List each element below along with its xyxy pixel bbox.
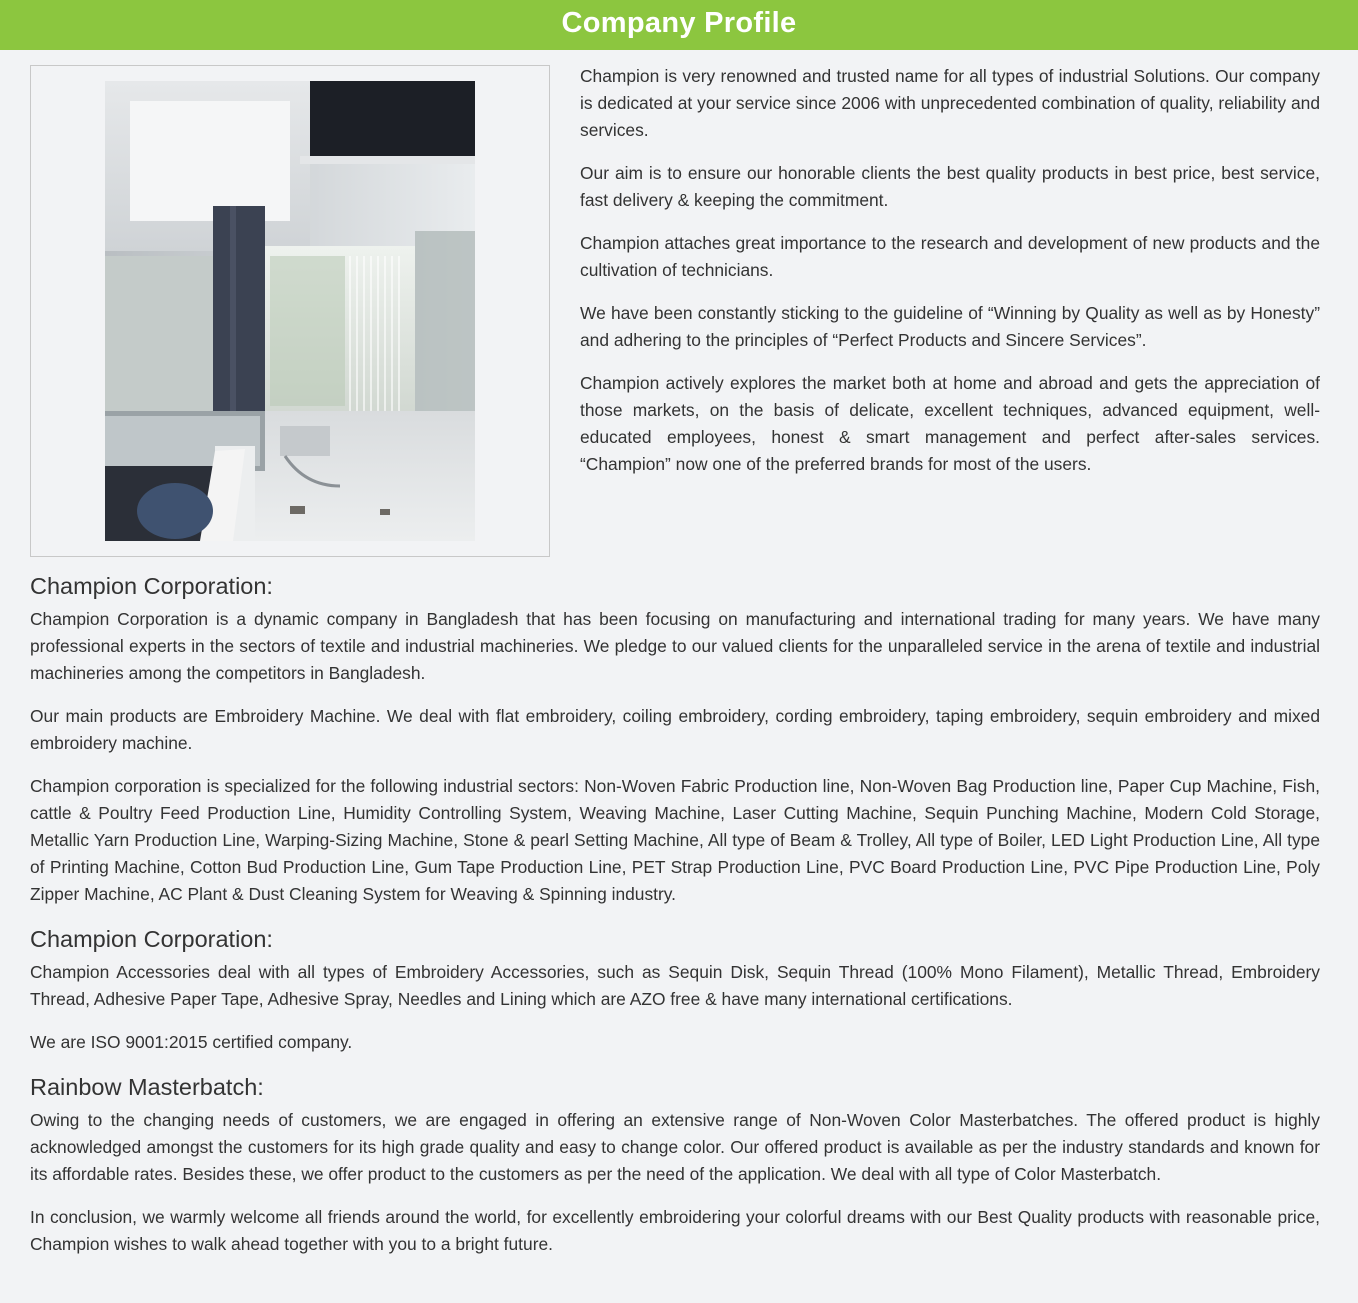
section-paragraph: Owing to the changing needs of customers, we are engaged in offering an extensive range of Non-Woven Color Masterbatches. The offered product is highly acknowledged amongst the customers for its high grade quality and easy to change color. Our offered product is available as per the industry standards and known for its affordable rates. Besides these, we offer product to the customers as per the need of the application. We deal with all type of Color Masterbatch.: [30, 1110, 1320, 1184]
office-photo-frame: [30, 65, 550, 557]
section-champion-corporation: [30, 571, 1320, 908]
section-heading: Champion Corporation:: [30, 573, 273, 599]
intro-paragraph: We have been constantly sticking to the guideline of “Winning by Quality as well as by Honesty” and adhering to the principles of “Perfect Products and Sincere Services”.: [580, 303, 1320, 350]
section-rainbow-masterbatch: [30, 1072, 1320, 1258]
section-paragraph: Champion Accessories deal with all types of Embroidery Accessories, such as Sequin Disk, Sequin Thread (100% Mono Filament), Metallic Thread, Embroidery Thread, Adhesive Paper Tape, Adhesive Spray, Needles and Lining which are AZO free & have many international certifications.: [30, 962, 1320, 1009]
section-heading: Champion Corporation:: [30, 926, 273, 952]
section-paragraph: Champion corporation is specialized for the following industrial sectors: Non-Woven Fabric Production line, Non-Woven Bag Production line, Paper Cup Machine, Fish, cattle & Poultry Feed Production Line, Humidity Controlling System, Weaving Machine, Laser Cutting Machine, Sequin Punching Machine, Modern Cold Storage, Metallic Yarn Production Line, Warping-Sizing Machine, Stone & pearl Setting Machine, All type of Beam & Trolley, All type of Boiler, LED Light Production Line, All type of Printing Machine, Cotton Bud Production Line, Gum Tape Production Line, PET Strap Production Line, PVC Board Production Line, PVC Pipe Production Line, Poly Zipper Machine, AC Plant & Dust Cleaning System for Weaving & Spinning industry.: [30, 776, 1320, 904]
section-heading: Rainbow Masterbatch:: [30, 1074, 264, 1100]
intro-paragraph: Champion attaches great importance to the research and development of new products and the cultivation of technicians.: [580, 233, 1320, 280]
intro-text: [580, 65, 1320, 494]
page-title: Company Profile: [561, 6, 797, 39]
section-paragraph: Champion Corporation is a dynamic company in Bangladesh that has been focusing on manufacturing and international trading for many years. We have many professional experts in the sectors of textile and industrial machineries. We pledge to our valued clients for the unparalleled service in the arena of textile and industrial machineries among the competitors in Bangladesh.: [30, 609, 1320, 683]
section-champion-accessories: [30, 924, 1320, 1056]
section-paragraph: We are ISO 9001:2015 certified company.: [30, 1032, 353, 1052]
office-photo: [105, 81, 475, 541]
intro-paragraph: Champion actively explores the market both at home and abroad and gets the appreciation of those markets, on the basis of delicate, excellent techniques, advanced equipment, well-educated employees, honest & smart management and perfect after-sales services. “Champion” now one of the preferred brands for most of the users.: [580, 373, 1320, 474]
section-paragraph: In conclusion, we warmly welcome all friends around the world, for excellently embroidering your colorful dreams with our Best Quality products with reasonable price, Champion wishes to walk ahead together with you to a bright future.: [30, 1207, 1320, 1254]
page-header: [0, 0, 1358, 50]
main-content: [0, 50, 1358, 1258]
intro-paragraph: Champion is very renowned and trusted name for all types of industrial Solutions. Our company is dedicated at your service since 2006 with unprecedented combination of quality, reliability and services.: [580, 66, 1320, 140]
section-paragraph: Our main products are Embroidery Machine. We deal with flat embroidery, coiling embroidery, cording embroidery, taping embroidery, sequin embroidery and mixed embroidery machine.: [30, 706, 1320, 753]
intro-row: [30, 65, 1320, 557]
intro-paragraph: Our aim is to ensure our honorable clients the best quality products in best price, best service, fast delivery & keeping the commitment.: [580, 163, 1320, 210]
